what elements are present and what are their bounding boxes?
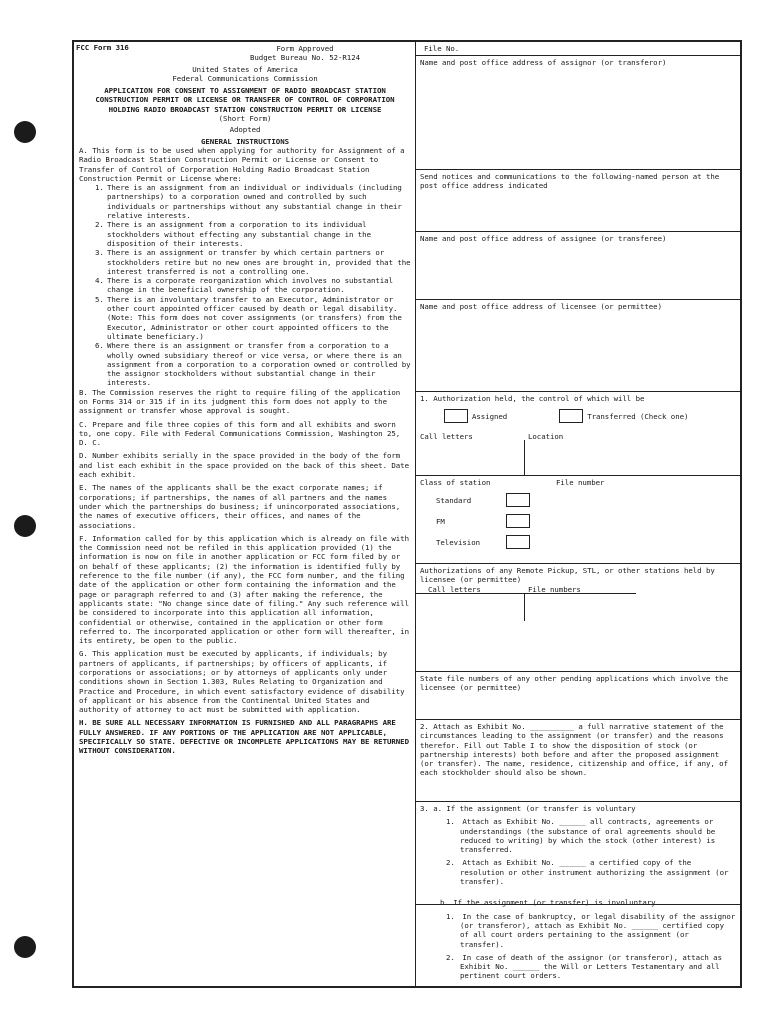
- list-item: 5. There is an involuntary transfer to an Executor, Administrator or other court appointed officer caused by death or legal disability. (Note: This form does not cover assignments (or transfers) from the Executor, Administrator or other court appointed officers to the ultimate beneficiary.): [95, 294, 402, 341]
- list-item: 2. Attach as Exhibit No. ______ a certified copy of the resolution or other instrument authorizing the assignment (or transfer).: [446, 858, 729, 887]
- transferred-label: Transferred (Check one): [587, 411, 689, 421]
- question-2: [416, 720, 740, 802]
- assigned-checkbox[interactable]: [444, 409, 468, 423]
- question-3a-list: [440, 817, 736, 886]
- punch-hole-bottom: [14, 936, 36, 958]
- list-item: 4. There is a corporate reorganization which involves no substantial change in the beneficial ownership of the corporation.: [95, 276, 393, 295]
- class-of-station-label: Class of station: [420, 478, 491, 487]
- pending-applications-field[interactable]: [416, 672, 740, 720]
- assignor-label: Name and post office address of assignor (or transferor): [420, 58, 667, 67]
- location-label: Location: [528, 432, 564, 442]
- instructions-title: GENERAL INSTRUCTIONS: [201, 136, 289, 146]
- transferred-checkbox[interactable]: [559, 409, 583, 423]
- question-2-text: 2. Attach as Exhibit No. __________ a full narrative statement of the circumstances leading to the assignment (or transfer) and the reasons therefor. Fill out Table I to show the disposition of stock (or partnership interests) both before and after the proposed assignment (or transfer). The name, residence, citizenship and office, if any, of each stockholder should also be shown.: [420, 722, 728, 778]
- call-letters-label: Call letters: [428, 584, 481, 594]
- remote-pickup-label: Authorizations of any Remote Pickup, STL, or other stations held by licensee (or permittee): [420, 566, 715, 585]
- instruction-a-list: [79, 183, 411, 388]
- list-item: 6. Where there is an assignment or transfer from a corporation to a wholly owned subsidiary thereof or vice versa, or where there is an assignment from a corporation to a corporation owned or controlled by the assignor stockholders without substantial change in their interests.: [95, 341, 411, 388]
- file-number-label: File number: [556, 478, 605, 487]
- notices-field[interactable]: [416, 170, 740, 232]
- standard-checkbox[interactable]: [506, 493, 530, 507]
- punch-hole-middle: [14, 515, 36, 537]
- authorization-section: [416, 392, 740, 476]
- instruction-a: A. This form is to be used when applying for authority for Assignment of a Radio Broadcast Station Construction Permit or License or Consent to Transfer of Control of Corporation Holding Radio Broadcast Station Construction Permit or License where:: [79, 145, 405, 183]
- remote-pickup-section: [416, 564, 740, 672]
- budget-bureau-line: Budget Bureau No. 52-R124: [250, 53, 360, 63]
- fm-row: [436, 514, 736, 528]
- list-item: 3. There is an assignment or transfer by which certain partners or stockholders retire but no new ones are brought in, provided that the interest transferred is not a controlling one.: [95, 248, 411, 276]
- pending-applications-label: State file numbers of any other pending applications which involve the licensee (or permittee): [420, 674, 728, 693]
- right-column: [416, 42, 740, 986]
- question-3: [416, 802, 740, 986]
- assigned-label: Assigned: [472, 411, 508, 421]
- standard-label: Standard: [436, 495, 472, 505]
- divider: [416, 593, 636, 594]
- class-row: [420, 478, 736, 487]
- divider: [524, 593, 525, 621]
- assign-transfer-checks: [440, 409, 736, 423]
- standard-row: [436, 493, 736, 507]
- left-column: [74, 42, 416, 986]
- fm-checkbox[interactable]: [506, 514, 530, 528]
- list-item: 1. Attach as Exhibit No. ______ all contracts, agreements or understandings (the substance of oral agreements should be reduced to writing) by which the stock (other interest) is transferred.: [446, 817, 716, 855]
- notices-label: Send notices and communications to the following-named person at the post office address indicated: [420, 172, 720, 191]
- instruction-b: B. The Commission reserves the right to require filing of the application on Forms 314 or 315 if in its judgment this form does not apply to the assignment or transfer whose approval is sought.: [79, 387, 401, 416]
- instruction-e: E. The names of the applicants shall be the exact corporate names; if corporations; if partnerships, the names of all partners and the names under which the partnerships do business; if unincorporated associations, the names of executive officers, their offices, and names of the associations.: [79, 483, 401, 530]
- divider: [524, 440, 525, 476]
- file-no-field[interactable]: [416, 42, 740, 56]
- authorization-question: 1. Authorization held, the control of which will be: [420, 394, 645, 403]
- call-location-row: [420, 432, 736, 441]
- divider: [416, 904, 740, 905]
- agency-line: Federal Communications Commission: [172, 73, 318, 83]
- adopted-label: Adopted: [229, 125, 261, 135]
- agency-line: United States of America: [192, 64, 298, 74]
- fm-label: FM: [436, 516, 445, 526]
- question-3a: 3. a. If the assignment (or transfer is voluntary: [420, 804, 636, 813]
- form-number: FCC Form 316: [76, 43, 129, 52]
- question-3b: b. If the assignment (or transfer) is involuntary: [440, 898, 656, 908]
- instruction-g: G. This application must be executed by applicants, if individuals; by partners of applicants, if partnerships; by officers of applicants, if corporations or associations; or by attorneys of applicants only under conditions shown in Section 1.303, Rules Relating to Organization and Practice and Procedure, in which event satisfactory evidence of disability of applicant or his absence from the Continental United States and authority of attorney to act must be submitted with application.: [79, 649, 405, 715]
- call-letters-label: Call letters: [420, 432, 473, 442]
- list-item: 1. In the case of bankruptcy, or legal disability of the assignor (or transferor), attach as Exhibit No. ______ certified copy of all court orders pertaining to the assignment (or transfer).: [446, 911, 736, 949]
- assignee-label: Name and post office address of assignee (or transferee): [420, 234, 667, 243]
- instruction-f: F. Information called for by this application which is already on file with the Commission need not be refiled in this application provided (1) the information is now on file in another application or FCC form filed by or on behalf of these applicants; (2) the information is identified fully by reference to the file number (if any), the FCC form number, and the filing date of the application or other form containing the information and the page or paragraph referred to and (3) after making the reference, the applicants state: "No change since date of filing." Any such reference will be considered to incorporate into this application all information, confidential or otherwise, contained in the application or other form referred to. The incorporated application or other form will thereafter, in its entirety, be open to the public.: [79, 533, 409, 646]
- licensee-label: Name and post office address of licensee (or permittee): [420, 302, 662, 311]
- instruction-h: H. BE SURE ALL NECESSARY INFORMATION IS FURNISHED AND ALL PARAGRAPHS ARE FULLY ANSWERED. IF ANY PORTIONS OF THE APPLICATION ARE NOT APPLICABLE, SPECIFICALLY SO STATE. DEFECTIVE OR INCOMPLETE APPLICATIONS MAY BE RETURNED WITHOUT CONSIDERATION.: [79, 718, 409, 756]
- approval-line: Form Approved: [276, 44, 334, 53]
- instruction-d: D. Number exhibits serially in the space provided in the body of the form and list each exhibit in the space provided on the back of this sheet. Date each exhibit.: [79, 451, 409, 480]
- television-row: [436, 535, 736, 549]
- file-no-label: File No.: [424, 44, 460, 53]
- list-item: 2. In case of death of the assignor (or transferor), attach as Exhibit No. ______ the Will or Letters Testamentary and all pertinent court orders.: [446, 952, 722, 981]
- form-title: APPLICATION FOR CONSENT TO ASSIGNMENT OF RADIO BROADCAST STATION CONSTRUCTION PERMIT OR LICENSE OR TRANSFER OF CONTROL OF CORPORATION HOLDING RADIO BROADCAST STATION CONSTRUCTION PERMIT OR LICENSE: [95, 86, 395, 114]
- television-label: Television: [436, 537, 480, 547]
- assignee-field[interactable]: [416, 232, 740, 300]
- class-of-station-section: [416, 476, 740, 564]
- list-item: 2. There is an assignment from a corporation to its individual stockholders without effecting any substantial change in the disposition of their interests.: [95, 220, 371, 248]
- instruction-c: C. Prepare and file three copies of this form and all exhibits and sworn to, one copy. File with Federal Communications Commission, Washington 25, D. C.: [79, 419, 401, 448]
- question-3b-list: [440, 912, 736, 981]
- assignor-field[interactable]: [416, 56, 740, 170]
- list-item: 1. There is an assignment from an individual or individuals (including partnerships) to a corporation owned and controlled by such individuals or partnerships without any substantial change in their relative interests.: [95, 183, 402, 221]
- licensee-field[interactable]: [416, 300, 740, 392]
- television-checkbox[interactable]: [506, 535, 530, 549]
- form-page: [72, 40, 742, 988]
- punch-hole-top: [14, 121, 36, 143]
- approval-block: [199, 44, 411, 63]
- agency-block: [79, 65, 411, 84]
- short-form-label: (Short Form): [218, 114, 272, 124]
- file-numbers-label: File numbers: [528, 584, 581, 594]
